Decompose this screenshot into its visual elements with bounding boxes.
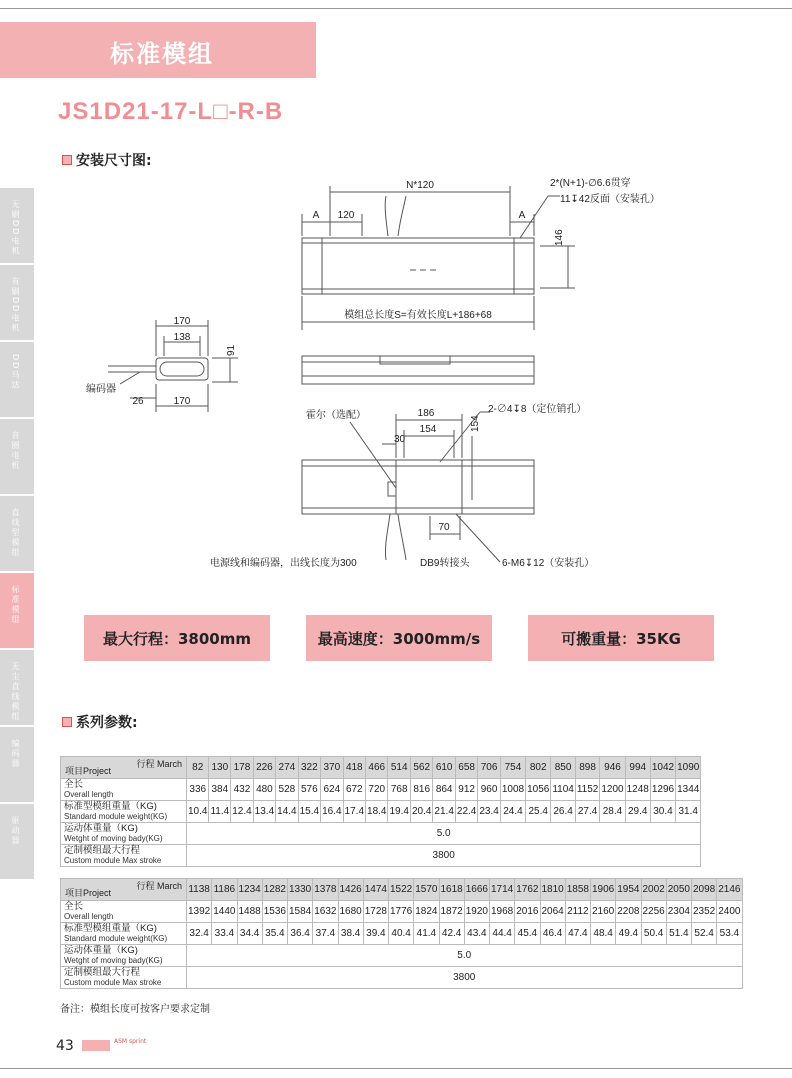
stroke-cell: 2146 <box>717 879 742 901</box>
stroke-cell: 1954 <box>616 879 641 901</box>
stroke-cell: 1186 <box>212 879 237 901</box>
table-corner <box>61 879 187 901</box>
stroke-cell: 610 <box>433 757 455 779</box>
row-label-cn: 运动体重量（KG) <box>64 822 138 834</box>
table-row <box>61 779 701 801</box>
value-cell: 1296 <box>650 779 675 801</box>
value-cell: 35.4 <box>262 923 287 945</box>
value-cell: 33.4 <box>212 923 237 945</box>
value-cell: 10.4 <box>187 801 209 823</box>
table-corner <box>61 757 187 779</box>
stroke-cell: 226 <box>253 757 275 779</box>
row-label-cn: 全长 <box>64 900 84 912</box>
value-cell: 2112 <box>565 901 590 923</box>
stroke-cell: 1714 <box>490 879 515 901</box>
dim-a-right: A <box>518 210 526 221</box>
value-cell: 1344 <box>676 779 701 801</box>
row-label-cn: 运动体重量（KG) <box>64 944 138 956</box>
square-bullet-icon <box>62 717 72 727</box>
sidebar-tab[interactable] <box>0 419 34 494</box>
brand-logo: ASM sprint <box>114 1038 147 1045</box>
value-cell: 28.4 <box>600 801 625 823</box>
value-cell: 47.4 <box>565 923 590 945</box>
value-cell: 32.4 <box>187 923 212 945</box>
stroke-cell: 2050 <box>666 879 691 901</box>
value-cell: 2016 <box>515 901 540 923</box>
row-label <box>61 801 187 823</box>
row-label-en: Standard module weight(KG) <box>64 933 168 943</box>
value-cell: 24.4 <box>500 801 525 823</box>
stroke-cell: 274 <box>276 757 298 779</box>
value-cell: 16.4 <box>321 801 343 823</box>
value-cell: 21.4 <box>433 801 455 823</box>
dim-154: 154 <box>419 424 437 435</box>
table-row <box>61 945 743 967</box>
stroke-cell: 178 <box>231 757 253 779</box>
stroke-cell: 466 <box>366 757 388 779</box>
length-formula: 模组总长度S=有效长度L+186+68 <box>344 310 492 321</box>
params-table-1 <box>60 756 701 867</box>
value-cell: 864 <box>433 779 455 801</box>
value-cell: 50.4 <box>641 923 666 945</box>
bottom-rule <box>0 1068 792 1069</box>
value-cell: 336 <box>187 779 209 801</box>
dim-170-top: 170 <box>173 316 191 327</box>
merged-value-cell: 3800 <box>187 967 743 989</box>
stroke-cell: 802 <box>526 757 551 779</box>
value-cell: 1152 <box>575 779 600 801</box>
dim-138: 138 <box>173 332 191 343</box>
sidebar-tabs <box>0 188 34 881</box>
value-cell: 1392 <box>187 901 212 923</box>
stroke-cell: 1090 <box>676 757 701 779</box>
stroke-cell: 1762 <box>515 879 540 901</box>
value-cell: 2064 <box>540 901 565 923</box>
stroke-cell: 370 <box>321 757 343 779</box>
value-cell: 44.4 <box>490 923 515 945</box>
value-cell: 1056 <box>526 779 551 801</box>
value-cell: 25.4 <box>526 801 551 823</box>
sidebar-tab[interactable] <box>0 342 34 417</box>
value-cell: 49.4 <box>616 923 641 945</box>
stroke-cell: 658 <box>455 757 477 779</box>
stroke-cell: 1474 <box>363 879 388 901</box>
stroke-cell: 1042 <box>650 757 675 779</box>
square-bullet-icon <box>62 155 72 165</box>
pin-note: 2-∅4↧8（定位销孔） <box>488 404 587 415</box>
row-label <box>61 901 187 923</box>
stroke-cell: 1522 <box>389 879 414 901</box>
value-cell: 45.4 <box>515 923 540 945</box>
value-cell: 43.4 <box>464 923 489 945</box>
value-cell: 384 <box>209 779 231 801</box>
sidebar-tab[interactable] <box>0 188 34 263</box>
stroke-cell: 1618 <box>439 879 464 901</box>
spec-payload: 可搬重量：35KG <box>528 615 714 661</box>
row-label-en: Wetght of moving bady(KG) <box>64 833 163 843</box>
value-cell: 1968 <box>490 901 515 923</box>
stroke-cell: 946 <box>600 757 625 779</box>
stroke-cell: 1906 <box>591 879 616 901</box>
table-row <box>61 967 743 989</box>
value-cell: 528 <box>276 779 298 801</box>
value-cell: 1488 <box>237 901 262 923</box>
dim-30: 30 <box>394 434 406 445</box>
row-label-en: Overall length <box>64 911 114 921</box>
merged-value-cell: 3800 <box>187 845 701 867</box>
params-table-2 <box>60 878 743 989</box>
value-cell: 15.4 <box>298 801 320 823</box>
value-cell: 912 <box>455 779 477 801</box>
stroke-cell: 130 <box>209 757 231 779</box>
hole-note-2: 11↧42反面（安装孔） <box>560 194 660 205</box>
value-cell: 1440 <box>212 901 237 923</box>
value-cell: 18.4 <box>366 801 388 823</box>
sidebar-tab-label: 音圈电机 <box>11 431 20 471</box>
value-cell: 30.4 <box>650 801 675 823</box>
merged-value-cell: 5.0 <box>187 823 701 845</box>
sidebar-tab-label: 无尘直线模组 <box>11 662 20 722</box>
stroke-cell: 514 <box>388 757 410 779</box>
row-label-cn: 标准型模组重量（KG) <box>64 800 157 812</box>
dim-154-vertical: 154 <box>470 415 481 432</box>
value-cell: 13.4 <box>253 801 275 823</box>
value-cell: 720 <box>366 779 388 801</box>
cable-note: 电源线和编码器，出线长度为300 <box>210 558 357 569</box>
value-cell: 20.4 <box>410 801 432 823</box>
corner-project-label: 项目Project <box>65 766 112 776</box>
install-heading <box>62 150 152 170</box>
dim-91: 91 <box>226 344 237 356</box>
value-cell: 38.4 <box>338 923 363 945</box>
model-number: JS1D21-17-L□-R-B <box>58 98 284 125</box>
value-cell: 34.4 <box>237 923 262 945</box>
value-cell: 41.4 <box>414 923 439 945</box>
sidebar-tab[interactable] <box>0 496 34 571</box>
value-cell: 2400 <box>717 901 742 923</box>
sidebar-tab-label: DD马达 <box>11 354 20 391</box>
hole-note-1: 2*(N+1)-∅6.6贯穿 <box>550 178 631 189</box>
value-cell: 2160 <box>591 901 616 923</box>
table-row <box>61 823 701 845</box>
row-label <box>61 779 187 801</box>
row-label <box>61 823 187 845</box>
table-header-row <box>61 757 701 779</box>
table-row <box>61 901 743 923</box>
section-banner <box>0 22 316 78</box>
installation-drawing <box>80 170 660 590</box>
stroke-cell: 1282 <box>262 879 287 901</box>
value-cell: 2304 <box>666 901 691 923</box>
row-label-en: Custom module Max stroke <box>64 855 162 865</box>
spec-max-speed: 最高速度：3000mm/s <box>306 615 492 661</box>
row-label-cn: 定制模组最大行程 <box>64 844 141 856</box>
value-cell: 480 <box>253 779 275 801</box>
stroke-cell: 322 <box>298 757 320 779</box>
value-cell: 23.4 <box>478 801 500 823</box>
value-cell: 672 <box>343 779 365 801</box>
row-label <box>61 967 187 989</box>
value-cell: 48.4 <box>591 923 616 945</box>
sidebar-tab[interactable] <box>0 265 34 340</box>
value-cell: 2208 <box>616 901 641 923</box>
sidebar-tab-label: 标准模组 <box>11 585 20 625</box>
db9-label: DB9转接头 <box>420 558 470 569</box>
row-label <box>61 923 187 945</box>
row-label-cn: 定制模组最大行程 <box>64 966 141 978</box>
sidebar-tab[interactable] <box>0 573 34 648</box>
hall-label: 霍尔（选配） <box>306 410 366 421</box>
value-cell: 40.4 <box>389 923 414 945</box>
install-heading-text: 安装尺寸图: <box>76 153 152 169</box>
stroke-cell: 850 <box>551 757 576 779</box>
value-cell: 1872 <box>439 901 464 923</box>
m6-note: 6-M6↧12（安装孔） <box>502 558 595 569</box>
dim-70: 70 <box>438 522 450 533</box>
sidebar-tab[interactable] <box>0 650 34 725</box>
banner-title: 标准模组 <box>110 40 214 68</box>
value-cell: 576 <box>298 779 320 801</box>
table-row <box>61 801 701 823</box>
dim-170-bottom: 170 <box>173 396 191 407</box>
value-cell: 768 <box>388 779 410 801</box>
stroke-cell: 2002 <box>641 879 666 901</box>
value-cell: 39.4 <box>363 923 388 945</box>
table-row <box>61 923 743 945</box>
value-cell: 432 <box>231 779 253 801</box>
merged-value-cell: 5.0 <box>187 945 743 967</box>
params-heading-text: 系列参数: <box>76 715 138 731</box>
value-cell: 1536 <box>262 901 287 923</box>
value-cell: 29.4 <box>625 801 650 823</box>
footnote: 备注：模组长度可按客户要求定制 <box>60 1004 210 1015</box>
value-cell: 51.4 <box>666 923 691 945</box>
stroke-cell: 418 <box>343 757 365 779</box>
params-heading <box>62 712 138 732</box>
stroke-cell: 898 <box>575 757 600 779</box>
value-cell: 960 <box>478 779 500 801</box>
table-header-row <box>61 879 743 901</box>
encoder-label: 编码器 <box>86 384 116 395</box>
dim-120: 120 <box>337 210 355 221</box>
stroke-cell: 1378 <box>313 879 338 901</box>
value-cell: 37.4 <box>313 923 338 945</box>
value-cell: 53.4 <box>717 923 742 945</box>
value-cell: 2256 <box>641 901 666 923</box>
sidebar-tab[interactable] <box>0 727 34 802</box>
value-cell: 1248 <box>625 779 650 801</box>
value-cell: 1200 <box>600 779 625 801</box>
value-cell: 1680 <box>338 901 363 923</box>
value-cell: 816 <box>410 779 432 801</box>
stroke-cell: 1570 <box>414 879 439 901</box>
row-label-en: Wetght of moving bady(KG) <box>64 955 163 965</box>
value-cell: 26.4 <box>551 801 576 823</box>
value-cell: 27.4 <box>575 801 600 823</box>
sidebar-tab-label: 驱动器 <box>11 816 20 846</box>
stroke-cell: 2098 <box>692 879 717 901</box>
stroke-cell: 994 <box>625 757 650 779</box>
value-cell: 1920 <box>464 901 489 923</box>
stroke-cell: 1330 <box>288 879 313 901</box>
row-label-en: Custom module Max stroke <box>64 977 162 987</box>
value-cell: 14.4 <box>276 801 298 823</box>
stroke-cell: 706 <box>478 757 500 779</box>
stroke-cell: 1138 <box>187 879 212 901</box>
corner-stroke-label: 行程 March <box>136 881 182 891</box>
dim-n120: N*120 <box>406 180 434 191</box>
stroke-cell: 1810 <box>540 879 565 901</box>
row-label-en: Standard module weight(KG) <box>64 811 168 821</box>
stroke-cell: 1234 <box>237 879 262 901</box>
value-cell: 12.4 <box>231 801 253 823</box>
value-cell: 1008 <box>500 779 525 801</box>
row-label-cn: 标准型模组重量（KG) <box>64 922 157 934</box>
value-cell: 19.4 <box>388 801 410 823</box>
value-cell: 52.4 <box>692 923 717 945</box>
value-cell: 17.4 <box>343 801 365 823</box>
sidebar-tab-label: 编码器 <box>11 739 20 769</box>
corner-stroke-label: 行程 March <box>136 759 182 769</box>
value-cell: 11.4 <box>209 801 231 823</box>
row-label <box>61 945 187 967</box>
top-rule <box>0 8 792 9</box>
value-cell: 1632 <box>313 901 338 923</box>
value-cell: 1104 <box>551 779 576 801</box>
stroke-cell: 82 <box>187 757 209 779</box>
sidebar-tab-label: 有刷DD电机 <box>11 277 20 334</box>
stroke-cell: 562 <box>410 757 432 779</box>
page-bar <box>82 1040 110 1051</box>
stroke-cell: 1858 <box>565 879 590 901</box>
value-cell: 1776 <box>389 901 414 923</box>
row-label-cn: 全长 <box>64 778 84 790</box>
table-row <box>61 845 701 867</box>
corner-project-label: 项目Project <box>65 888 112 898</box>
stroke-cell: 1666 <box>464 879 489 901</box>
row-label-en: Overall length <box>64 789 114 799</box>
value-cell: 22.4 <box>455 801 477 823</box>
value-cell: 46.4 <box>540 923 565 945</box>
spec-max-stroke: 最大行程：3800mm <box>84 615 270 661</box>
stroke-cell: 754 <box>500 757 525 779</box>
sidebar-tab-label: 无刷DD电机 <box>11 200 20 257</box>
value-cell: 42.4 <box>439 923 464 945</box>
value-cell: 36.4 <box>288 923 313 945</box>
value-cell: 1728 <box>363 901 388 923</box>
value-cell: 31.4 <box>676 801 701 823</box>
value-cell: 2352 <box>692 901 717 923</box>
dim-146: 146 <box>554 229 565 246</box>
value-cell: 1824 <box>414 901 439 923</box>
value-cell: 624 <box>321 779 343 801</box>
dim-186: 186 <box>417 408 435 419</box>
sidebar-tab[interactable] <box>0 804 34 879</box>
page-number: 43 <box>56 1038 74 1054</box>
sidebar-tab-label: 直线型模组 <box>11 508 20 558</box>
row-label <box>61 845 187 867</box>
dim-26: 26 <box>132 396 144 407</box>
stroke-cell: 1426 <box>338 879 363 901</box>
dim-a-left: A <box>312 210 320 221</box>
value-cell: 1584 <box>288 901 313 923</box>
